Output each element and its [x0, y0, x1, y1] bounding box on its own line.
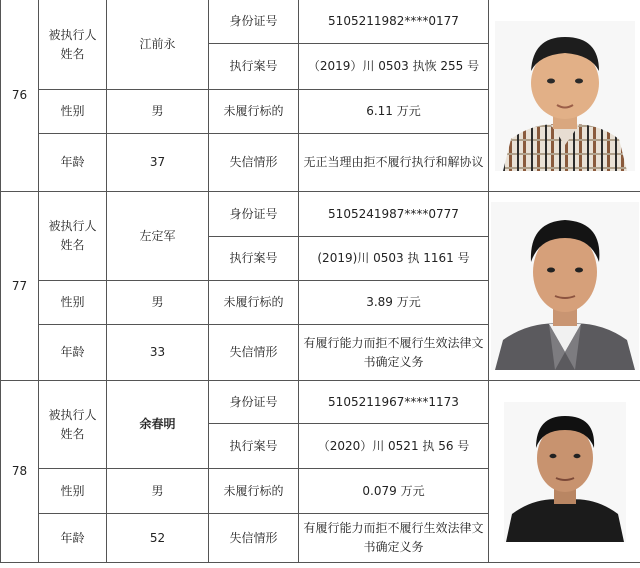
id-card-label: 身份证号 [209, 0, 299, 44]
age-value: 37 [107, 134, 209, 192]
unpaid-label: 未履行标的 [209, 90, 299, 134]
gender-value: 男 [107, 469, 209, 514]
id-card-value: 5105211967****1173 [299, 381, 489, 424]
gender-value: 男 [107, 281, 209, 325]
dishonesty-label: 失信情形 [209, 514, 299, 563]
debtor-photo [489, 0, 640, 192]
unpaid-value: 6.11 万元 [299, 90, 489, 134]
portrait-photo [495, 21, 635, 171]
id-card-value: 5105211982****0177 [299, 0, 489, 44]
case-no-value: （2020）川 0521 执 56 号 [299, 424, 489, 469]
record-index: 78 [1, 381, 39, 563]
debtor-photo [489, 381, 640, 563]
name-label: 被执行人姓名 [39, 381, 107, 469]
id-card-label: 身份证号 [209, 192, 299, 237]
age-label: 年龄 [39, 325, 107, 381]
debtor-photo [489, 192, 640, 381]
dishonesty-value: 有履行能力而拒不履行生效法律文书确定义务 [299, 514, 489, 563]
age-value: 52 [107, 514, 209, 563]
record-index: 77 [1, 192, 39, 381]
dishonesty-value: 有履行能力而拒不履行生效法律文书确定义务 [299, 325, 489, 381]
debtor-name: 左定军 [107, 192, 209, 281]
age-label: 年龄 [39, 134, 107, 192]
case-no-label: 执行案号 [209, 424, 299, 469]
unpaid-value: 0.079 万元 [299, 469, 489, 514]
id-card-label: 身份证号 [209, 381, 299, 424]
gender-value: 男 [107, 90, 209, 134]
dishonesty-label: 失信情形 [209, 325, 299, 381]
id-card-value: 5105241987****0777 [299, 192, 489, 237]
unpaid-value: 3.89 万元 [299, 281, 489, 325]
name-label: 被执行人姓名 [39, 192, 107, 281]
case-no-value: （2019）川 0503 执恢 255 号 [299, 44, 489, 90]
case-no-value: (2019)川 0503 执 1161 号 [299, 237, 489, 281]
record-index: 76 [1, 0, 39, 192]
case-no-label: 执行案号 [209, 237, 299, 281]
age-value: 33 [107, 325, 209, 381]
debtor-name: 江前永 [107, 0, 209, 90]
gender-label: 性别 [39, 469, 107, 514]
age-label: 年龄 [39, 514, 107, 563]
gender-label: 性别 [39, 90, 107, 134]
dishonesty-value: 无正当理由拒不履行执行和解协议 [299, 134, 489, 192]
unpaid-label: 未履行标的 [209, 469, 299, 514]
unpaid-label: 未履行标的 [209, 281, 299, 325]
portrait-photo [504, 402, 626, 542]
debtor-name: 余春明 [107, 381, 209, 469]
gender-label: 性别 [39, 281, 107, 325]
name-label: 被执行人姓名 [39, 0, 107, 90]
case-no-label: 执行案号 [209, 44, 299, 90]
dishonesty-label: 失信情形 [209, 134, 299, 192]
portrait-photo [491, 202, 639, 370]
